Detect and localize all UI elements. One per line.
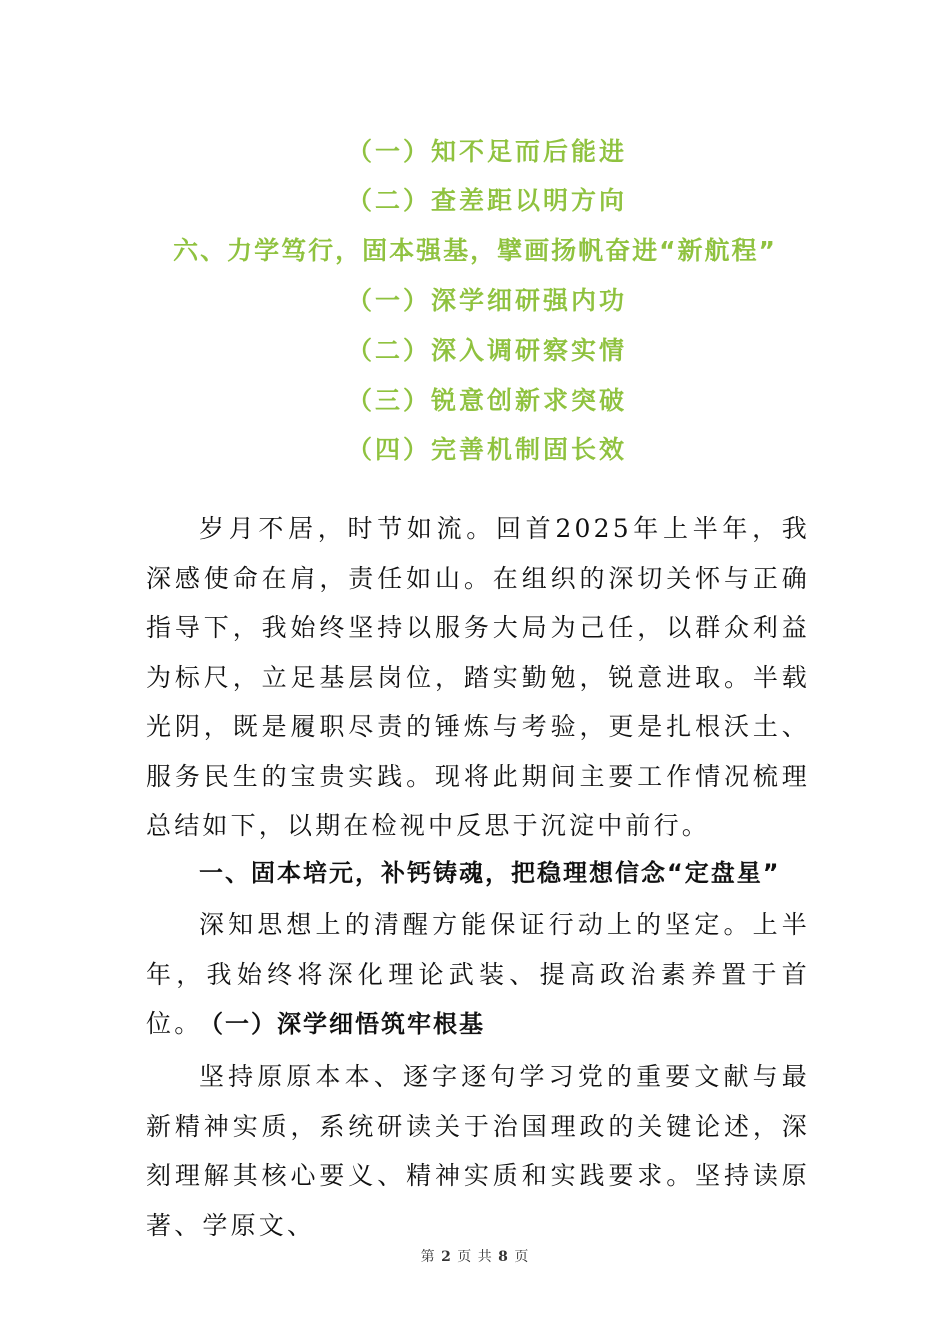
footer-suffix: 页 — [514, 1249, 530, 1265]
toc-item: （二）查差距以明方向 — [346, 186, 627, 215]
toc-item: （一）知不足而后能进 — [346, 137, 627, 166]
footer-current-page: 2 — [441, 1249, 452, 1265]
page-footer — [0, 1246, 950, 1266]
section-heading: 一、固本培元，补钙铸魂，把稳理想信念“定盘星” — [199, 859, 781, 887]
toc-item: （三）锐意创新求突破 — [346, 386, 627, 415]
toc-item: （一）深学细研强内功 — [346, 286, 627, 315]
subsection-heading: （一）深学细悟筑牢根基 — [199, 1010, 485, 1038]
toc-item: （二）深入调研察实情 — [346, 336, 627, 365]
toc-item: 六、力学笃行，固本强基，擘画扬帆奋进“新航程” — [173, 236, 777, 265]
footer-prefix: 第 — [420, 1249, 436, 1265]
footer-total-pages: 8 — [498, 1249, 509, 1265]
section-paragraph: 深知思想上的清醒方能保证行动上的坚定。上半年，我始终将深化理论武装、提高政治素养置于首位。 — [146, 910, 810, 1038]
toc-item: （四）完善机制固长效 — [346, 435, 627, 464]
subsection-paragraph: 坚持原原本本、逐字逐句学习党的重要文献与最新精神实质，系统研读关于治国理政的关键论述，深刻理解其核心要义、精神实质和实践要求。坚持读原著、学原文、 — [146, 1062, 810, 1240]
intro-paragraph: 岁月不居，时节如流。回首2025年上半年，我深感使命在肩，责任如山。在组织的深切关怀与正确指导下，我始终坚持以服务大局为己任，以群众利益为标尺，立足基层岗位，踏实勤勉，锐意进取。半载光阴，既是履职尽责的锤炼与考验，更是扎根沃土、服务民生的宝贵实践。现将此期间主要工作情况梳理总结如下，以期在检视中反思于沉淀中前行。 — [146, 514, 810, 840]
footer-middle: 页 共 — [457, 1249, 493, 1265]
